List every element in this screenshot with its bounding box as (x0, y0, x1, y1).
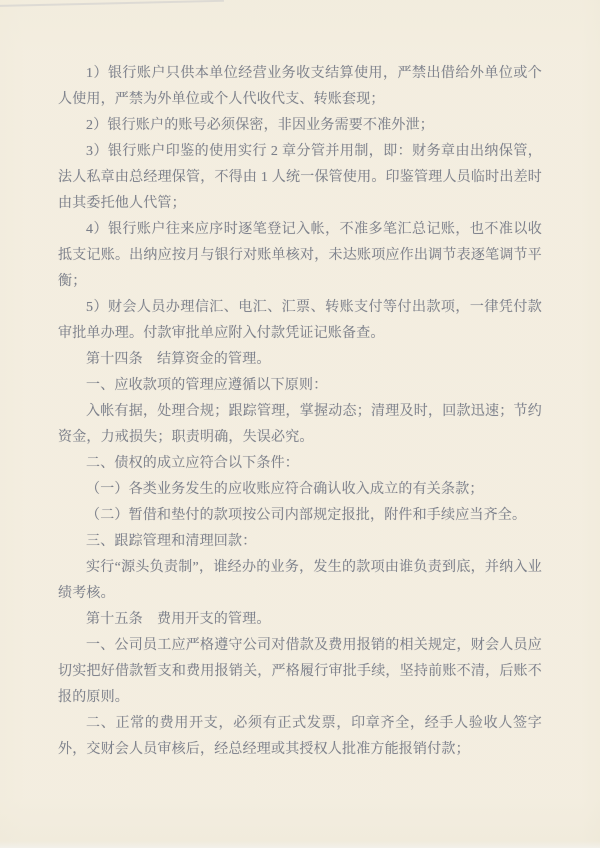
bank-account-clause-1: 1）银行账户只供本单位经营业务收支结算使用，严禁出借给外单位或个人使用，严禁为外单位或个人代收代支、转账套现； (58, 66, 542, 107)
article-15-item-1: 一、公司员工应严格遵守公司对借款及费用报销的相关规定，财会人员应切实把好借款暂支和费用报销关，严格履行审批手续，坚持前账不清，后账不报的原则。 (58, 638, 542, 705)
scan-artifact-top-edge (0, 0, 224, 6)
bank-account-clause-5: 5）财会人员办理信汇、电汇、汇票、转账支付等付出款项，一律凭付款审批单办理。付款审批单应附入付款凭证记账备查。 (58, 300, 542, 341)
bank-account-clause-4: 4）银行账户往来应序时逐笔登记入帐，不准多笔汇总记账，也不准以收抵支记账。出纳应按月与银行对账单核对，未达账项应作出调节表逐笔调节平衡； (58, 222, 542, 289)
article-14-item-3: 三、跟踪管理和清理回款： (86, 534, 257, 549)
article-14-item-2-sub-1: （一）各类业务发生的应收账应符合确认收入成立的有关条款； (86, 482, 484, 497)
scan-artifact-bottom-edge (0, 841, 600, 848)
article-14-item-2-sub-2: （二）暂借和垫付的款项按公司内部规定报批，附件和手续应当齐全。 (86, 508, 527, 523)
article-14-heading: 第十四条 结算资金的管理。 (86, 352, 271, 367)
article-14-item-1: 一、应收款项的管理应遵循以下原则： (86, 378, 328, 393)
article-14-item-2: 二、债权的成立应符合以下条件： (86, 456, 299, 471)
article-14-item-3-detail: 实行“源头负责制”，谁经办的业务，发生的款项由谁负责到底，并纳入业绩考核。 (58, 560, 542, 601)
article-15-heading: 第十五条 费用开支的管理。 (86, 612, 271, 627)
article-14-principles: 入帐有据，处理合规；跟踪管理，掌握动态；清理及时，回款迅速；节约资金，力戒损失；职责明确，失误必究。 (58, 404, 542, 445)
bank-account-clause-3: 3）银行账户印鉴的使用实行 2 章分管并用制，即：财务章由出纳保管，法人私章由总经理保管，不得由 1 人统一保管使用。印鉴管理人员临时出差时由其委托他人代管； (58, 144, 542, 211)
bank-account-clause-2: 2）银行账户的账号必须保密，非因业务需要不准外泄； (86, 118, 434, 133)
article-15-item-2: 二、正常的费用开支，必须有正式发票，印章齐全，经手人验收人签字外，交财会人员审核后，经总经理或其授权人批准方能报销付款； (58, 716, 542, 757)
document-text-block (58, 61, 542, 763)
